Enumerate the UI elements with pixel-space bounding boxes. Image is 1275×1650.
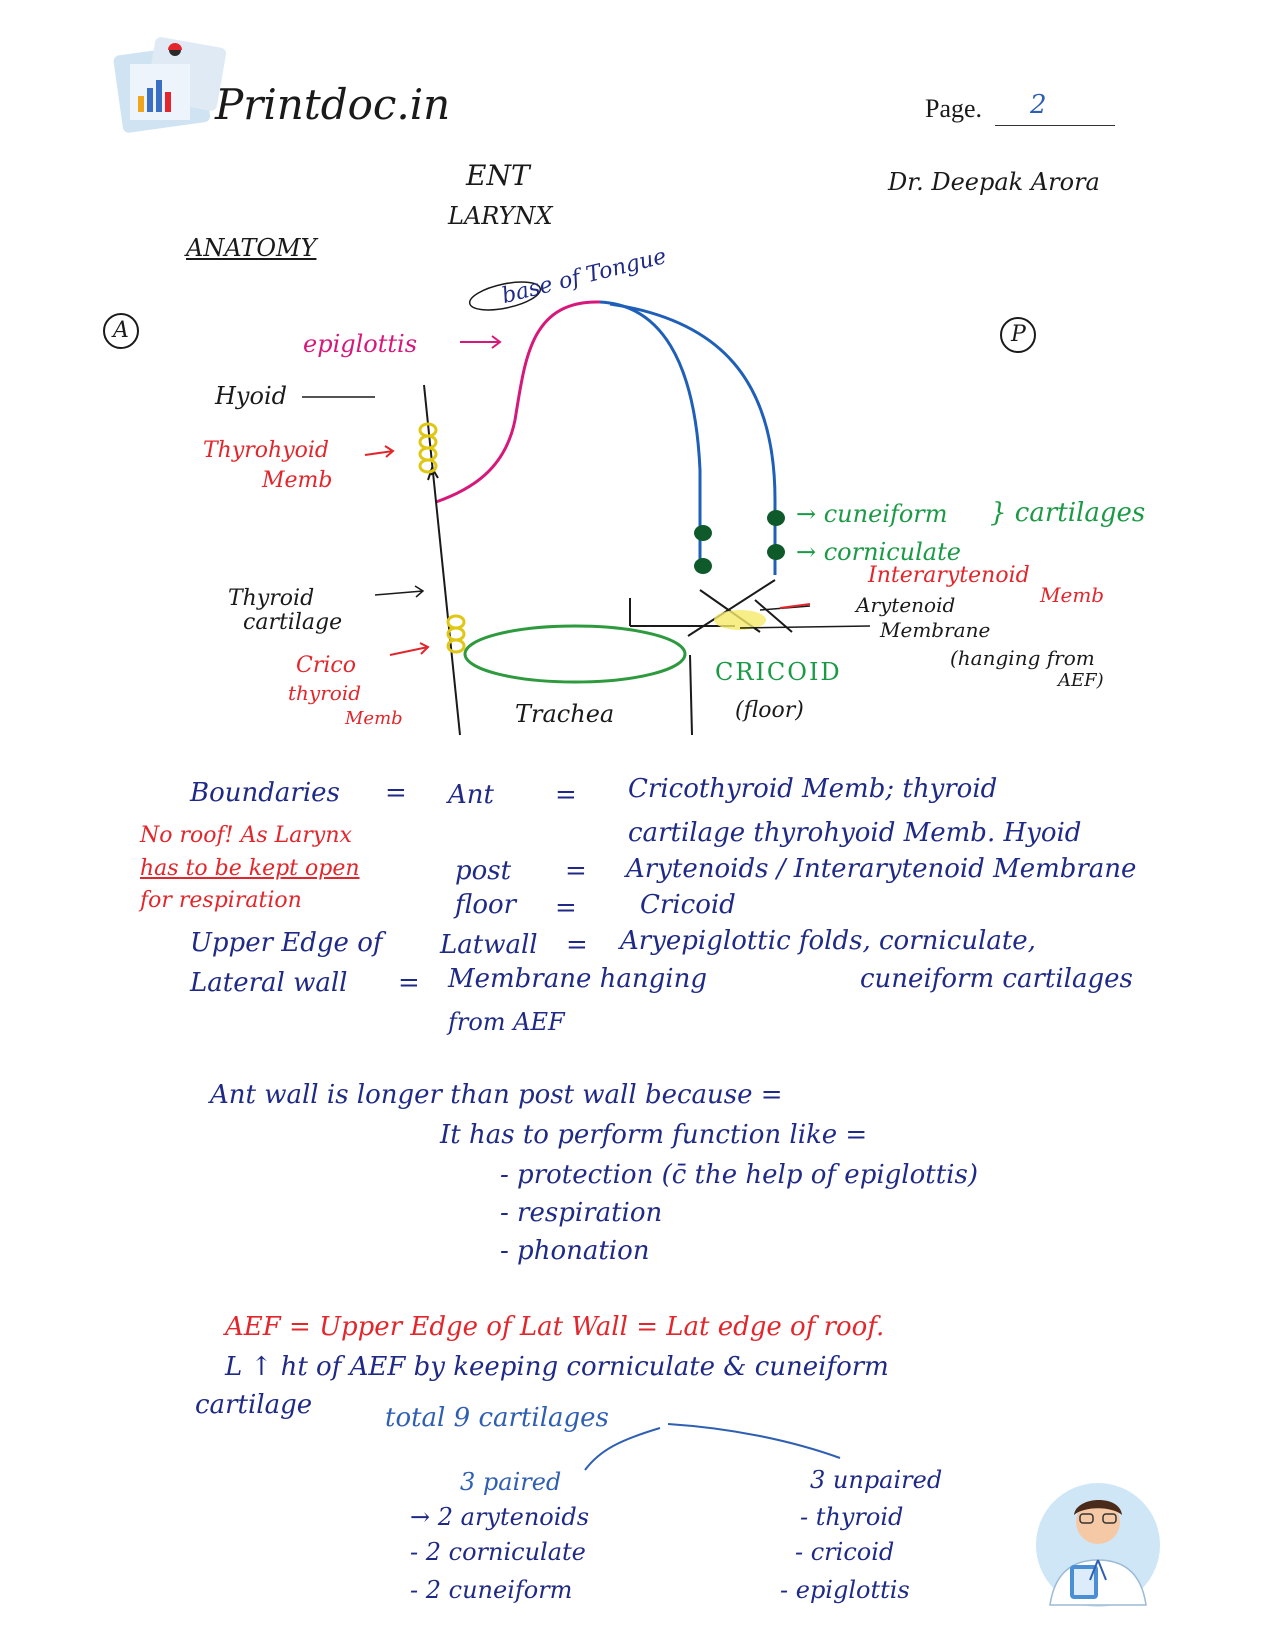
label-base-of-tongue: base of Tongue [499, 243, 669, 310]
ant-wall-item-3: - phonation [500, 1236, 650, 1266]
label-hanging: (hanging from [950, 646, 1095, 670]
label-interarytenoid: Interarytenoid [868, 563, 1030, 588]
label-trachea: Trachea [515, 700, 615, 728]
label-crico: Crico [296, 653, 356, 678]
label-cartilages: } cartilages [990, 498, 1146, 528]
boundary-ant-value-1: Cricothyroid Memb; thyroid [628, 774, 998, 804]
boundary-lateral: Lateral wall [190, 968, 348, 998]
label-thyrohyoid-memb: Memb [262, 468, 333, 493]
subject-title: ENT [466, 159, 530, 192]
boundaries-eq: = [385, 778, 407, 808]
label-floor: (floor) [735, 698, 804, 723]
label-hyoid: Hyoid [215, 382, 287, 410]
boundary-upper-edge-value: Aryepiglottic folds, corniculate, [620, 926, 1036, 956]
label-thyroid-cartilage: cartilage [243, 610, 343, 635]
boundary-lateral-eq: = [398, 968, 420, 998]
boundary-ant: Ant [448, 780, 494, 810]
label-crico-memb: Memb [345, 708, 403, 729]
cartilages-paired-3: - 2 cuneiform [410, 1576, 573, 1604]
boundary-post-value: Arytenoids / Interarytenoid Membrane [626, 854, 1137, 884]
boundary-ant-value-2: cartilage thyrohyoid Memb. Hyoid [628, 818, 1082, 848]
boundary-upper-edge-2: Latwall [440, 930, 538, 960]
label-membrane: Membrane [880, 618, 991, 642]
label-epiglottis: epiglottis [303, 330, 418, 358]
brand-name: Printdoc.in [215, 80, 451, 129]
label-cuneiform: → cuneiform [796, 500, 948, 528]
page-label: Page. [925, 94, 983, 123]
cartilages-paired-2: - 2 corniculate [410, 1538, 586, 1566]
aef-line-2: L ↑ ht of AEF by keeping corniculate & cuneiform [225, 1352, 889, 1382]
boundary-floor-eq: = [555, 893, 577, 923]
topic-title: LARYNX [448, 202, 553, 230]
boundary-post-eq: = [565, 856, 587, 886]
cartilages-unpaired: 3 unpaired [810, 1466, 943, 1494]
cartilages-unpaired-3: - epiglottis [780, 1576, 910, 1604]
section-title: ANATOMY [186, 234, 317, 262]
boundary-upper-edge-eq: = [566, 930, 588, 960]
boundary-lateral-value-1b: cuneiform cartilages [860, 964, 1133, 994]
ant-wall-line-2: It has to perform function like = [440, 1120, 868, 1150]
no-roof-line-1: No roof! As Larynx [140, 823, 352, 848]
label-anterior: A [113, 318, 129, 343]
boundary-post: post [455, 856, 512, 886]
boundary-ant-eq: = [555, 780, 577, 810]
label-interarytenoid-memb: Memb [1040, 583, 1105, 607]
cartilages-total: total 9 cartilages [385, 1403, 609, 1433]
cartilages-unpaired-1: - thyroid [800, 1503, 904, 1531]
aef-line-1: AEF = Upper Edge of Lat Wall = Lat edge of roof. [225, 1312, 885, 1342]
label-crico-thyroid: thyroid [288, 681, 362, 705]
boundaries-label: Boundaries [190, 778, 340, 808]
no-roof-line-3: for respiration [140, 888, 302, 913]
label-thyroid: Thyroid [228, 586, 315, 611]
label-corniculate: → corniculate [796, 538, 961, 566]
cartilages-unpaired-2: - cricoid [795, 1538, 895, 1566]
boundary-lateral-value-1: Membrane hanging [448, 964, 707, 994]
label-arytenoid: Arytenoid [856, 593, 956, 617]
ant-wall-item-1: - protection (c̄ the help of epiglottis) [500, 1160, 978, 1190]
cartilages-paired-1: → 2 arytenoids [410, 1503, 590, 1531]
label-aef: AEF) [1058, 670, 1104, 691]
label-posterior: P [1011, 322, 1026, 347]
ant-wall-item-2: - respiration [500, 1198, 663, 1228]
boundary-lateral-value-2: from AEF [448, 1008, 565, 1036]
no-roof-line-2: has to be kept open [140, 856, 360, 881]
boundary-floor-value: Cricoid [640, 890, 736, 920]
label-thyrohyoid: Thyrohyoid [203, 438, 329, 463]
boundary-floor: floor [455, 890, 517, 920]
author-name: Dr. Deepak Arora [888, 168, 1100, 196]
aef-line-3: cartilage [195, 1390, 313, 1420]
boundary-upper-edge-1: Upper Edge of [190, 928, 383, 958]
ant-wall-line-1: Ant wall is longer than post wall because = [210, 1080, 783, 1110]
label-cricoid: CRICOID [715, 658, 842, 686]
cartilages-paired: 3 paired [460, 1468, 562, 1496]
page-number: 2 [1030, 90, 1047, 120]
